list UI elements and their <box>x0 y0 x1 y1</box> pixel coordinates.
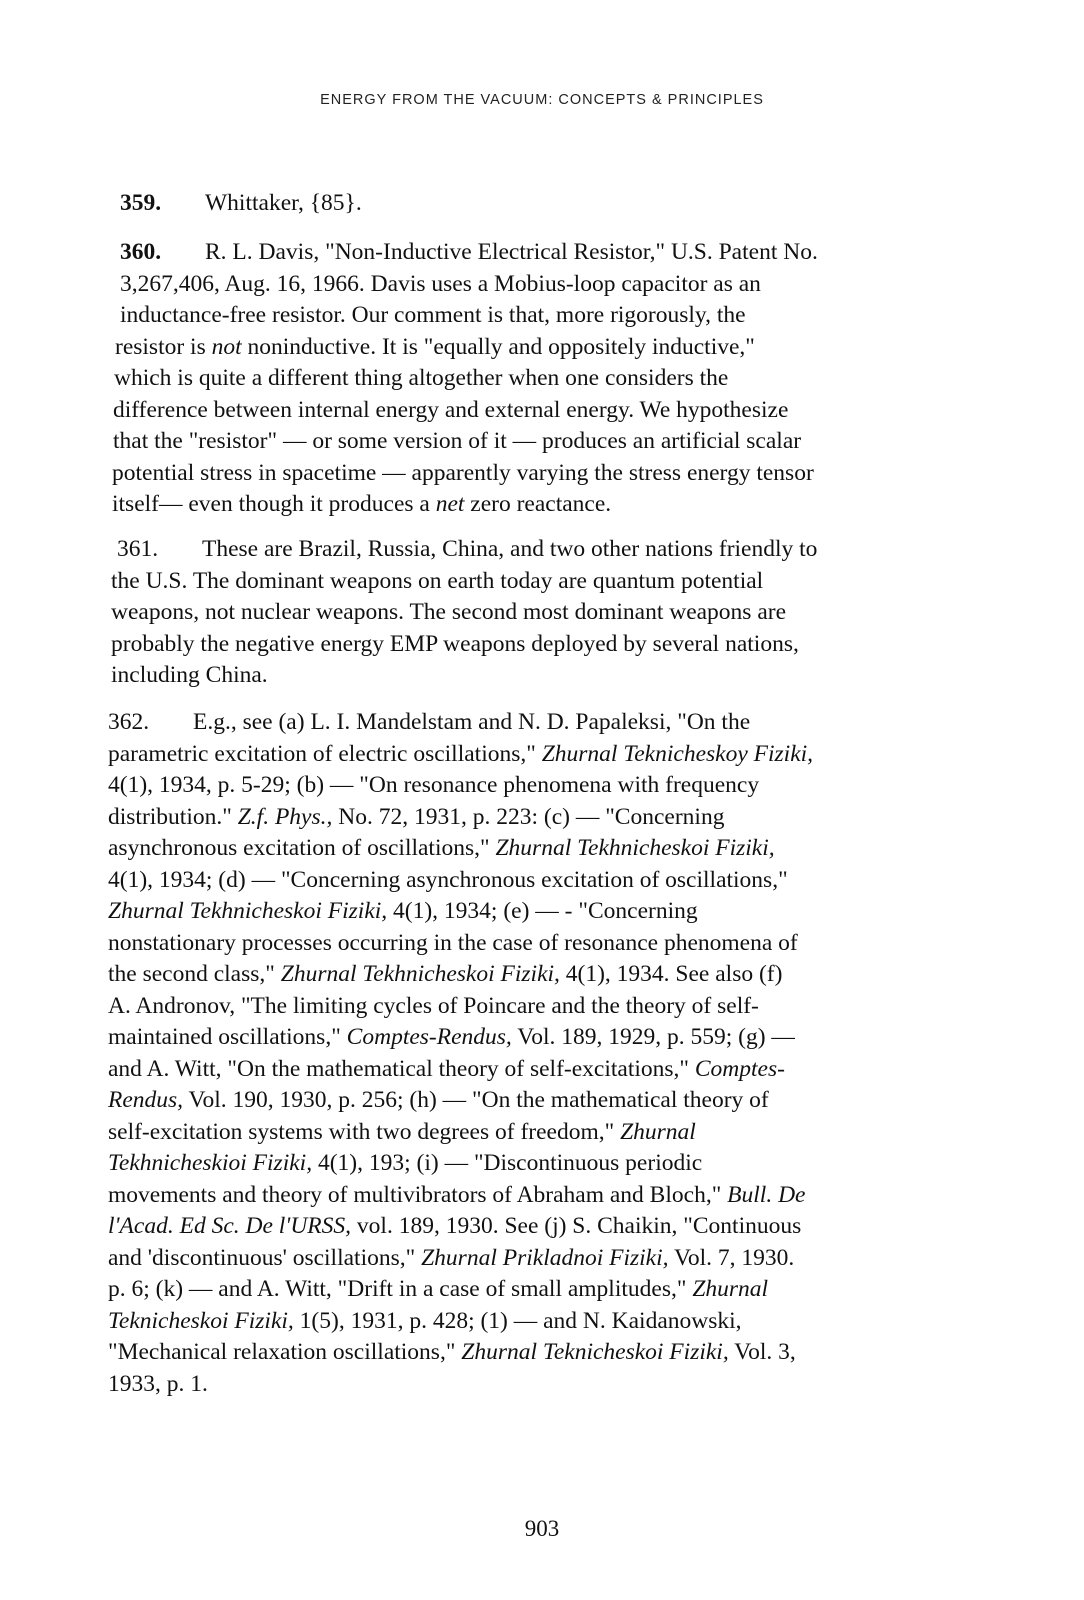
text-run: Vol. 3, <box>728 1339 796 1365</box>
footnote-line <box>111 660 817 692</box>
footnote-line <box>108 1117 813 1149</box>
footnote-number: 362. <box>108 709 150 735</box>
footnote-line <box>108 991 813 1023</box>
text-run: 4(1), 1934, p. 5-29; (b) — "On resonance phenomena with frequency <box>108 772 760 798</box>
footnote-number: 361. <box>117 536 159 562</box>
footnote-line <box>108 1180 813 1212</box>
footnote-line <box>108 1306 813 1338</box>
footnote-line <box>114 363 818 395</box>
text-run: the second class," <box>108 961 281 987</box>
footnote-line <box>108 1022 813 1054</box>
text-run: Whittaker, {85}. <box>205 190 362 216</box>
footnote-line <box>120 237 818 269</box>
text-run: A. Andronov, "The limiting cycles of Poincare and the theory of self- <box>108 992 759 1019</box>
footnote-line <box>108 896 813 928</box>
footnote-line <box>108 865 813 897</box>
text-run: Vol. 7, 1930. <box>668 1244 795 1271</box>
text-run: E.g., see (a) L. I. Mandelstam and N. D. Papaleksi, "On the <box>193 709 751 735</box>
footnote-line <box>113 395 818 427</box>
text-run: 4(1), 1934; (d) — "Concerning asynchronous excitation of oscillations," <box>108 866 788 893</box>
italic-citation: Zhurnal Tekhnicheskoi Fiziki, <box>108 898 388 924</box>
text-run: maintained oscillations," <box>108 1024 347 1050</box>
text-run: resistor is <box>115 333 212 360</box>
text-run: p. 6; (k) — and A. Witt, "Drift in a case of small amplitudes," <box>108 1276 693 1302</box>
text-run: itself— even though it produces a <box>112 491 436 517</box>
footnote-line <box>108 928 813 960</box>
text-run: 4(1), 1934. See also (f) <box>559 961 783 987</box>
footnote-line <box>108 739 813 771</box>
italic-citation: Zhurnal <box>692 1276 769 1302</box>
text-run: including China. <box>111 662 268 688</box>
text-run: potential stress in spacetime — apparently varying the stress energy tensor <box>112 459 814 486</box>
text-run: inductance-free resistor. Our comment is that, more rigorously, the <box>120 302 746 328</box>
footnote-number: 359. <box>120 190 162 216</box>
running-header: ENERGY FROM THE VACUUM: CONCEPTS & PRINCIPLES <box>320 92 764 108</box>
italic-citation: Zhurnal Teknicheskoy Fiziki, <box>541 740 814 767</box>
text-run: No. 72, 1931, p. 223: (c) — "Concerning <box>332 803 725 830</box>
italic-citation: Z.f. Phys., <box>237 803 333 830</box>
text-run: nonstationary processes occurring in the case of resonance phenomena of <box>108 929 798 956</box>
italic-citation: Zhurnal <box>620 1118 696 1145</box>
text-run: noninductive. It is "equally and oppositely inductive," <box>241 333 755 360</box>
italic-citation: Zhurnal Tekhnicheskoi Fiziki, <box>280 961 560 987</box>
text-run: which is quite a different thing altogether when one considers the <box>114 365 729 391</box>
footnote-line <box>120 188 362 220</box>
footnote-line <box>108 1369 813 1401</box>
footnote-line <box>108 1148 813 1180</box>
text-run: probably the negative energy EMP weapons deployed by several nations, <box>111 630 799 657</box>
footnote-line <box>112 458 818 490</box>
text-run: 1933, p. 1. <box>108 1370 208 1397</box>
footnote-line <box>108 833 813 865</box>
italic-citation: Zhurnal Teknicheskoi Fiziki, <box>461 1339 729 1365</box>
footnote-line <box>120 300 818 332</box>
page-number: 903 <box>524 1516 560 1541</box>
italic-citation: Tekhnicheskioi Fiziki, <box>108 1150 313 1176</box>
italic-citation: l'Acad. Ed Sc. De l'URSS, <box>108 1213 352 1239</box>
footnote-line <box>108 1337 813 1369</box>
footnote-line <box>108 707 813 739</box>
footnote-number: 360. <box>120 239 162 265</box>
footnote-line <box>108 1085 813 1117</box>
text-run: R. L. Davis, "Non-Inductive Electrical Resistor," U.S. Patent No. <box>205 239 818 265</box>
footnote-line <box>117 534 817 566</box>
footnote-line <box>108 1243 813 1275</box>
footnote-line <box>120 269 818 301</box>
footnote-line <box>108 1274 813 1306</box>
text-run: and 'discontinuous' oscillations," <box>108 1244 422 1271</box>
text-run: 4(1), 193; (i) — "Discontinuous periodic <box>312 1150 703 1176</box>
footnote-line <box>115 332 818 364</box>
italic-citation: Comptes- <box>694 1055 785 1082</box>
text-run: that the "resistor" — or some version of it — produces an artificial scalar <box>113 428 802 454</box>
footnote-line <box>108 1054 813 1086</box>
italic-citation: Bull. De <box>727 1181 806 1208</box>
text-run: and A. Witt, "On the mathematical theory of self-excitations," <box>108 1055 695 1082</box>
footnote-362 <box>108 707 813 1400</box>
italic-citation: Zhurnal Tekhnicheskoi Fiziki, <box>495 835 775 861</box>
text-run: zero reactance. <box>464 491 612 517</box>
text-run: distribution." <box>108 803 238 830</box>
footnote-line <box>112 489 818 521</box>
italic-citation: Rendus, <box>108 1087 184 1113</box>
italic-citation: Zhurnal Prikladnoi Fiziki, <box>421 1244 669 1271</box>
text-run: the U.S. The dominant weapons on earth today are quantum potential <box>111 567 764 594</box>
footnote-line <box>108 802 813 834</box>
text-run: 1(5), 1931, p. 428; (1) — and N. Kaidanowski, <box>293 1307 742 1334</box>
text-run: 3,267,406, Aug. 16, 1966. Davis uses a Mobius-loop capacitor as an <box>120 270 761 297</box>
footnote-361 <box>111 534 818 692</box>
text-run: 4(1), 1934; (e) — - "Concerning <box>387 898 698 924</box>
text-run: vol. 189, 1930. See (j) S. Chaikin, "Continuous <box>351 1213 802 1239</box>
text-run: Vol. 190, 1930, p. 256; (h) — "On the mathematical theory of <box>183 1087 769 1113</box>
text-run: parametric excitation of electric oscillations," <box>108 740 542 767</box>
text-run: Vol. 189, 1929, p. 559; (g) — <box>511 1024 795 1050</box>
italic-citation: Teknicheskoi Fiziki, <box>108 1307 294 1334</box>
footnote-359 <box>120 188 362 220</box>
footnote-line <box>108 1211 813 1243</box>
italic-citation: not <box>211 333 242 360</box>
footnote-line <box>111 566 817 598</box>
text-run: movements and theory of multivibrators of Abraham and Bloch," <box>108 1181 728 1208</box>
text-run: difference between internal energy and external energy. We hypothesize <box>113 396 789 423</box>
text-run: asynchronous excitation of oscillations," <box>108 835 496 861</box>
footnote-line <box>111 629 817 661</box>
footnote-line <box>111 597 817 629</box>
footnote-line <box>113 426 818 458</box>
italic-citation: net <box>435 491 465 517</box>
text-run: These are Brazil, Russia, China, and two other nations friendly to <box>202 536 818 562</box>
footnote-line <box>108 770 813 802</box>
italic-citation: Comptes-Rendus, <box>346 1024 512 1050</box>
footnote-360 <box>112 237 818 521</box>
text-run: weapons, not nuclear weapons. The second most dominant weapons are <box>111 599 787 625</box>
text-run: "Mechanical relaxation oscillations," <box>108 1339 462 1365</box>
footnote-line <box>108 959 813 991</box>
text-run: self-excitation systems with two degrees of freedom," <box>108 1118 621 1145</box>
